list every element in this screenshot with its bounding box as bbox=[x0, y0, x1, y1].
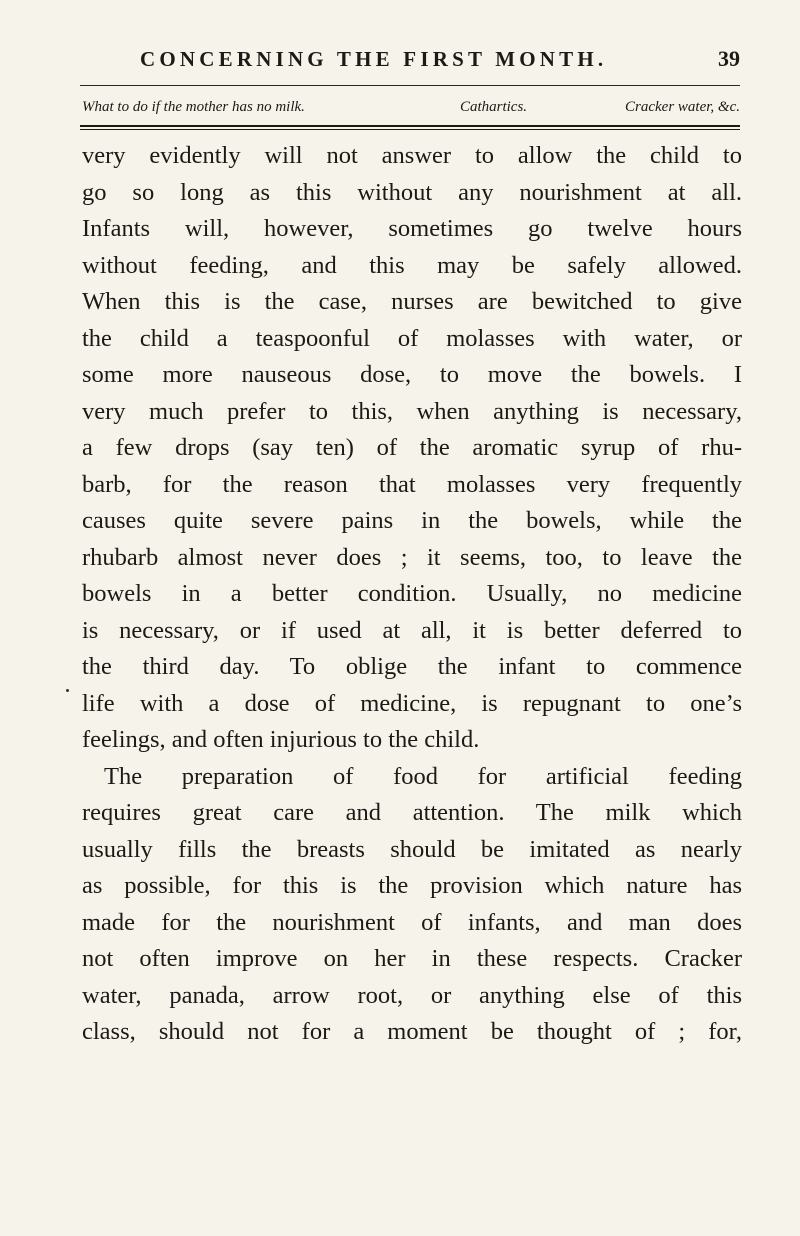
margin-mark bbox=[66, 689, 69, 692]
text-line: the child a teaspoonful of molasses with water, or bbox=[82, 324, 742, 352]
running-head bbox=[140, 46, 740, 72]
text-line: Infants will, however, sometimes go twelve hours bbox=[82, 215, 742, 242]
subhead-rule-thin bbox=[80, 129, 740, 132]
text-line: barb, for the reason that molasses very frequently bbox=[82, 470, 742, 498]
text-line: a few drops (say ten) of the aromatic syrup of rhu- bbox=[82, 434, 742, 461]
text-line: without feeding, and this may be safely allowed. bbox=[82, 251, 742, 279]
header-rule bbox=[80, 85, 740, 86]
text-line: made for the nourishment of infants, and man does bbox=[82, 908, 742, 936]
text-line: When this is the case, nurses are bewitched to give bbox=[82, 288, 742, 315]
text-line: causes quite severe pains in the bowels, while the bbox=[82, 507, 742, 534]
text-line: rhubarb almost never does ; it seems, too, to leave the bbox=[82, 543, 742, 571]
page-number: 39 bbox=[718, 46, 740, 71]
text-line: very evidently will not answer to allow the child to bbox=[82, 142, 742, 169]
body-text bbox=[82, 138, 742, 1051]
subhead-topic-3: Cracker water, &c. bbox=[625, 99, 740, 115]
text-line: go so long as this without any nourishment at all. bbox=[82, 178, 742, 206]
subhead-topic-2: Cathartics. bbox=[459, 99, 528, 115]
text-line: life with a dose of medicine, is repugnant to one’s bbox=[82, 689, 742, 717]
text-line: some more nauseous dose, to move the bowels. I bbox=[82, 361, 742, 388]
text-line: requires great care and attention. The milk which bbox=[82, 799, 742, 826]
text-line: is necessary, or if used at all, it is better deferred to bbox=[82, 616, 742, 644]
text-line: feelings, and often injurious to the child. bbox=[82, 726, 480, 753]
text-line: not often improve on her in these respects. Cracker bbox=[82, 945, 742, 972]
topic-subhead bbox=[82, 99, 740, 116]
text-line: the third day. To oblige the infant to commence bbox=[82, 653, 742, 680]
text-line: bowels in a better condition. Usually, no medicine bbox=[82, 580, 742, 607]
text-line-paragraph-start: The preparation of food for artificial feeding bbox=[104, 762, 742, 790]
text-line: class, should not for a moment be thought of ; for, bbox=[82, 1018, 742, 1045]
running-head-title: CONCERNING THE FIRST MONTH. bbox=[140, 47, 608, 71]
subhead-topic-1: What to do if the mother has no milk. bbox=[82, 99, 305, 115]
text-line: as possible, for this is the provision which nature has bbox=[82, 872, 742, 899]
text-line: usually fills the breasts should be imitated as nearly bbox=[82, 835, 742, 863]
text-line: water, panada, arrow root, or anything else of this bbox=[82, 981, 742, 1009]
text-line: very much prefer to this, when anything is necessary, bbox=[82, 397, 742, 425]
